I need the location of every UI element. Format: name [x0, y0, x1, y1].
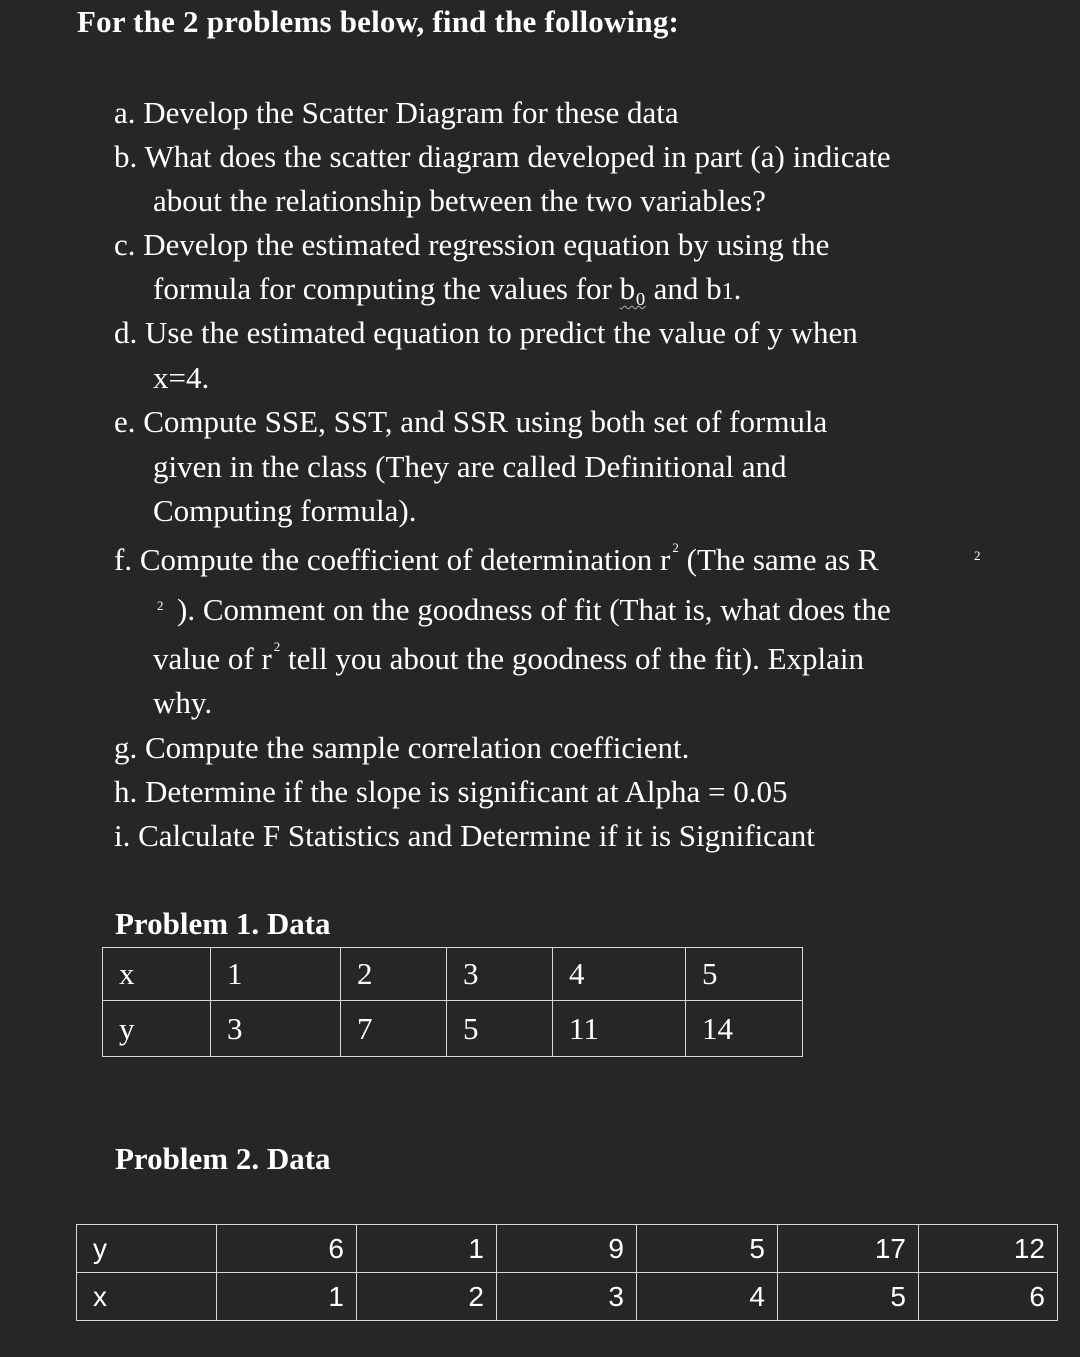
r-squared-superscript: 2	[672, 540, 679, 555]
table-cell: 7	[341, 1001, 447, 1057]
item-e-line2: given in the class (They are called Definitional and	[153, 449, 787, 484]
table-cell: 1	[357, 1225, 497, 1273]
table-cell: 5	[686, 948, 803, 1001]
item-f-text-pre: f. Compute the coefficient of determination r	[114, 542, 671, 577]
item-e-line1: e. Compute SSE, SST, and SSR using both set of formula	[114, 404, 828, 439]
item-f-line1	[114, 540, 981, 584]
item-c-text-post: .	[733, 271, 742, 306]
item-f-line3	[153, 641, 864, 683]
table-cell: 11	[553, 1001, 686, 1057]
item-b-line2: about the relationship between the two variables?	[153, 183, 766, 218]
item-f-text-post: (The same as R	[686, 542, 879, 577]
item-d-line1: d. Use the estimated equation to predict the value of y when	[114, 315, 858, 350]
table-row	[77, 1225, 1058, 1273]
item-i: i. Calculate F Statistics and Determine if it is Significant	[114, 818, 815, 853]
table-cell: 3	[211, 1001, 341, 1057]
item-d-line2: x=4.	[153, 360, 210, 395]
item-f-line2-text: ). Comment on the goodness of fit (That is, what does the	[177, 592, 891, 627]
table-cell: 3	[497, 1273, 637, 1321]
table-cell: 3	[447, 948, 553, 1001]
table-cell: 9	[497, 1225, 637, 1273]
table-cell: 5	[447, 1001, 553, 1057]
table-cell: 12	[919, 1225, 1058, 1273]
table-cell: 2	[357, 1273, 497, 1321]
table-cell-label: x	[77, 1273, 217, 1321]
table-cell: 6	[217, 1225, 357, 1273]
table-cell: 4	[553, 948, 686, 1001]
item-e-line3: Computing formula).	[153, 493, 417, 528]
table-cell: 4	[637, 1273, 778, 1321]
item-g: g. Compute the sample correlation coefficient.	[114, 730, 690, 765]
table-cell: 17	[778, 1225, 919, 1273]
R-squared-superscript-2: 2	[157, 598, 164, 613]
problem2-title: Problem 2. Data	[115, 1141, 331, 1176]
table-row	[77, 1273, 1058, 1321]
problem2-table	[76, 1224, 1058, 1321]
problem1-table	[102, 947, 803, 1057]
table-cell: 6	[919, 1273, 1058, 1321]
page-heading: For the 2 problems below, find the following:	[77, 4, 680, 39]
item-f3-text-post: tell you about the goodness of the fit). Explain	[288, 641, 864, 676]
table-cell: 5	[637, 1225, 778, 1273]
table-cell: 1	[211, 948, 341, 1001]
R-squared-superscript: 2	[974, 548, 981, 563]
item-c-text-pre: formula for computing the values for	[153, 271, 620, 306]
table-cell-label: y	[103, 1001, 211, 1057]
table-cell: 1	[217, 1273, 357, 1321]
item-c-line2	[153, 271, 741, 310]
item-f-line4: why.	[153, 685, 213, 720]
table-cell-label: y	[77, 1225, 217, 1273]
table-row	[103, 948, 803, 1001]
r2-superscript: 2	[273, 639, 281, 654]
item-a: a. Develop the Scatter Diagram for these data	[114, 95, 679, 130]
table-cell: 5	[778, 1273, 919, 1321]
table-row	[103, 1001, 803, 1057]
item-f3-text-pre: value of r	[153, 641, 272, 676]
item-h: h. Determine if the slope is significant at Alpha = 0.05	[114, 774, 788, 809]
item-c-line1: c. Develop the estimated regression equation by using the	[114, 227, 830, 262]
item-c-text-mid: and b	[645, 271, 722, 306]
item-f-line2	[153, 592, 891, 628]
b1-subscript: 1	[721, 279, 734, 305]
item-b-line1: b. What does the scatter diagram developed in part (a) indicate	[114, 139, 891, 174]
table-cell-label: x	[103, 948, 211, 1001]
b0-symbol: b₀	[619, 271, 646, 306]
table-cell: 14	[686, 1001, 803, 1057]
problem1-title: Problem 1. Data	[115, 906, 331, 941]
table-cell: 2	[341, 948, 447, 1001]
